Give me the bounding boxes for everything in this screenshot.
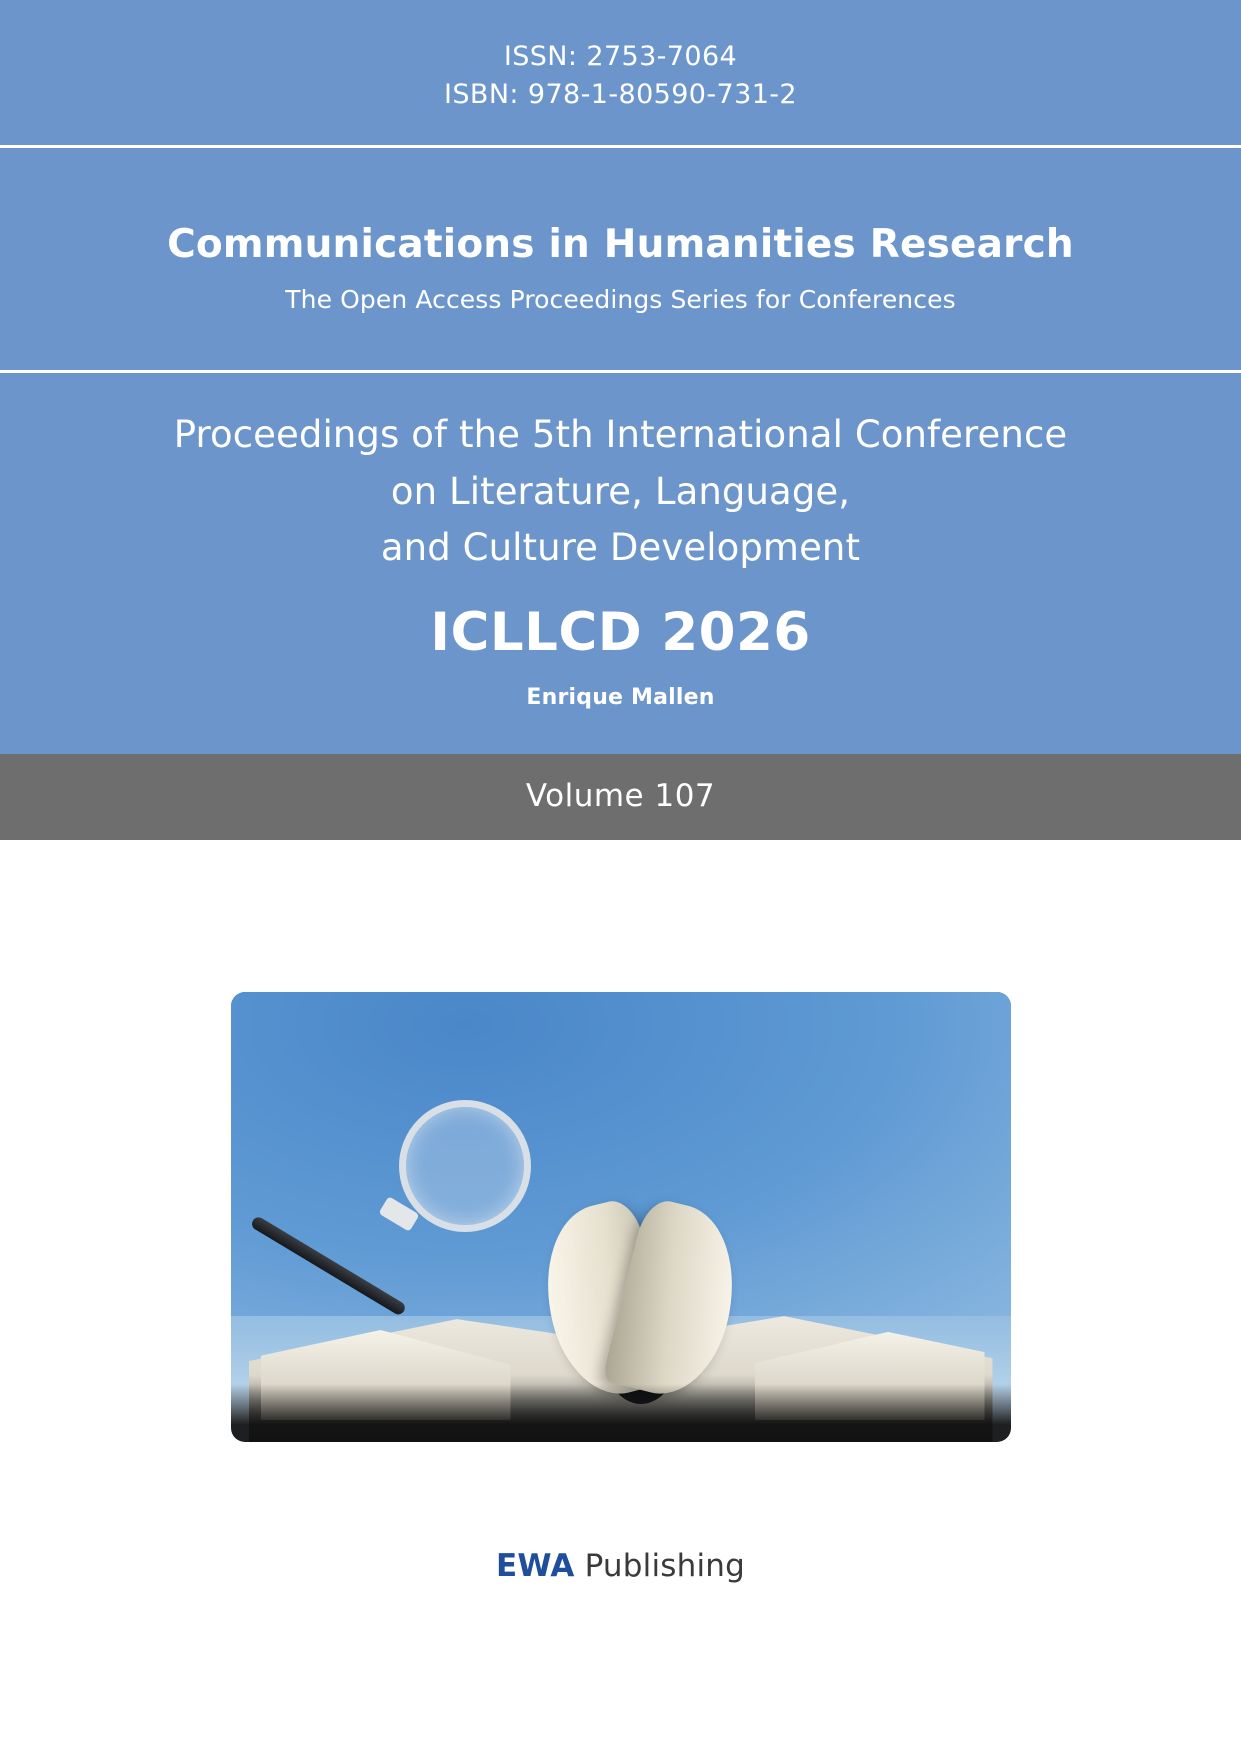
series-band (0, 148, 1241, 371)
issn-text: ISSN: 2753-7064 (503, 41, 738, 72)
cover-image-area (0, 840, 1241, 1442)
volume-label: Volume 107 (525, 778, 716, 815)
publisher-word: Publishing (574, 1548, 746, 1585)
identifier-band (0, 0, 1241, 145)
isbn-text: ISBN: 978-1-80590-731-2 (444, 79, 797, 111)
editor-name: Enrique Mallen (526, 685, 715, 711)
cover-photo (231, 992, 1011, 1442)
conference-acronym: ICLLCD 2026 (430, 602, 811, 664)
series-subtitle: The Open Access Proceedings Series for Conferences (285, 285, 956, 315)
masthead-block (0, 0, 1241, 754)
publisher-logo (496, 1548, 745, 1584)
proceedings-title-line-3: and Culture Development (380, 525, 861, 569)
series-title: Communications in Humanities Research (167, 221, 1074, 267)
proceedings-title-line-2: on Literature, Language, (390, 469, 851, 513)
book-shadow (231, 1384, 1011, 1442)
proceedings-title-line-1: Proceedings of the 5th International Conference (173, 413, 1068, 457)
proceedings-band (0, 373, 1241, 754)
publisher-area (0, 1442, 1241, 1584)
volume-band (0, 754, 1241, 840)
publisher-brand: EWA (495, 1548, 575, 1585)
magnifier-lens-icon (399, 1100, 531, 1232)
